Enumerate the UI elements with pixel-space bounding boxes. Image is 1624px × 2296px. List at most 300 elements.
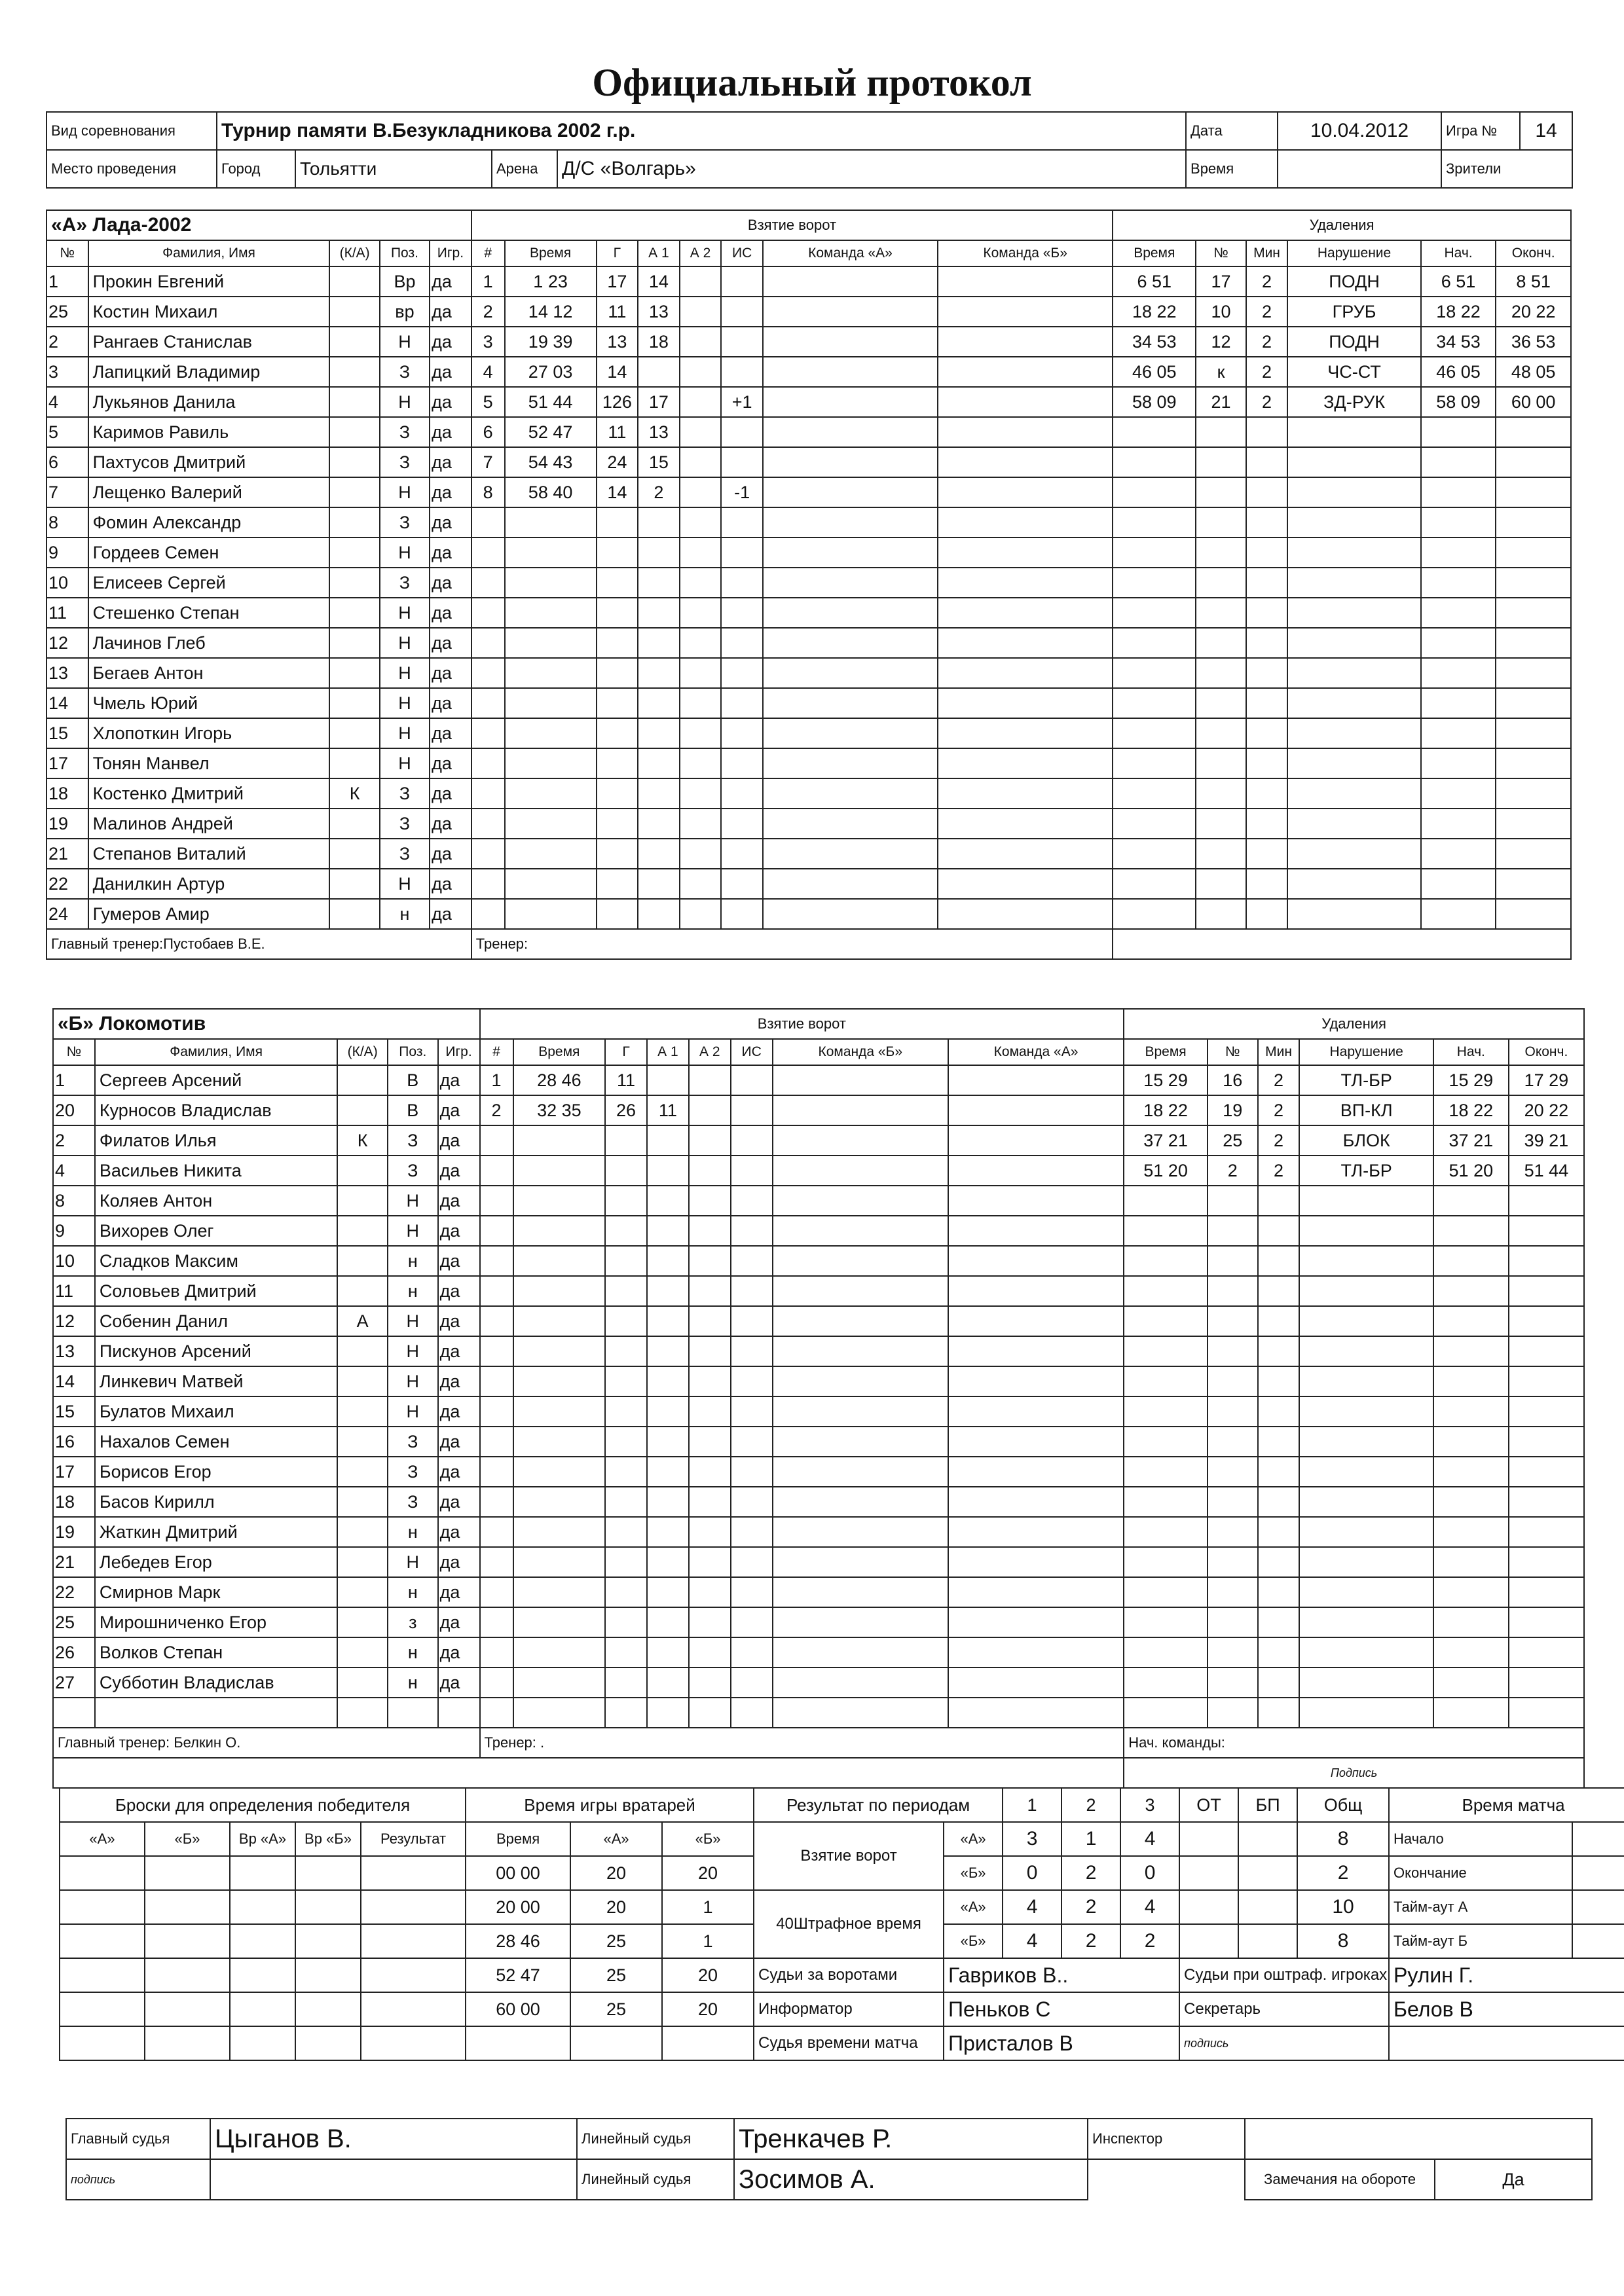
penalty-minutes: 2 bbox=[1258, 1125, 1300, 1156]
match-time-label: Окончание bbox=[1389, 1856, 1572, 1890]
player-ka bbox=[329, 507, 379, 538]
col-pen-end: Оконч. bbox=[1509, 1039, 1584, 1065]
goal-scorer bbox=[605, 1637, 647, 1667]
penalty-start bbox=[1433, 1607, 1509, 1637]
penalty-player: 19 bbox=[1208, 1095, 1258, 1125]
player-name: Мирошниченко Егор bbox=[95, 1607, 337, 1637]
goal-assist-2 bbox=[689, 1457, 731, 1487]
player-ka bbox=[329, 899, 379, 929]
player-row bbox=[53, 1487, 1584, 1517]
goal-assist-2 bbox=[680, 417, 722, 447]
goal-number bbox=[480, 1156, 513, 1186]
player-name: Тонян Манвел bbox=[88, 748, 330, 778]
player-position: З bbox=[388, 1156, 438, 1186]
goal-scorer: 126 bbox=[597, 387, 638, 417]
penalty-infraction bbox=[1287, 778, 1421, 809]
team-second-cell bbox=[938, 507, 1113, 538]
player-position: Вр bbox=[380, 266, 430, 297]
penalty-start: 37 21 bbox=[1433, 1125, 1509, 1156]
player-name: Фомин Александр bbox=[88, 507, 330, 538]
penalty-time bbox=[1124, 1607, 1208, 1637]
goal-time: 52 47 bbox=[505, 417, 597, 447]
goal-number bbox=[471, 628, 505, 658]
goal-assist-2 bbox=[680, 568, 722, 598]
player-name: Курносов Владислав bbox=[95, 1095, 337, 1125]
player-position: Н bbox=[380, 538, 430, 568]
team-first-cell bbox=[763, 718, 938, 748]
player-ka bbox=[337, 1366, 388, 1396]
goal-strength bbox=[731, 1427, 773, 1457]
col-pen-start: Нач. bbox=[1433, 1039, 1509, 1065]
penalty-infraction bbox=[1287, 748, 1421, 778]
penalty-player bbox=[1208, 1276, 1258, 1306]
player-ka bbox=[329, 387, 379, 417]
goal-assist-2 bbox=[689, 1517, 731, 1547]
goal-number bbox=[480, 1216, 513, 1246]
player-name: Стешенко Степан bbox=[88, 598, 330, 628]
goal-time bbox=[513, 1427, 606, 1457]
goal-time: 51 44 bbox=[505, 387, 597, 417]
line-judge-1-value: Тренкачев Р. bbox=[734, 2119, 1088, 2159]
penalty-end bbox=[1509, 1577, 1584, 1607]
goal-assist-2 bbox=[689, 1246, 731, 1276]
goal-scorer bbox=[605, 1156, 647, 1186]
goal-assist-2 bbox=[689, 1547, 731, 1577]
player-ka bbox=[337, 1427, 388, 1457]
col-pen-end: Оконч. bbox=[1496, 240, 1571, 266]
shootout-col-header: «Б» bbox=[145, 1822, 230, 1856]
penalty-minutes bbox=[1258, 1607, 1300, 1637]
goal-assist-1 bbox=[647, 1156, 689, 1186]
player-name: Малинов Андрей bbox=[88, 809, 330, 839]
goal-assist-1 bbox=[638, 568, 680, 598]
goal-assist-2 bbox=[689, 1306, 731, 1336]
goal-number bbox=[480, 1487, 513, 1517]
goal-number: 1 bbox=[480, 1065, 513, 1095]
team-second-cell bbox=[948, 1216, 1124, 1246]
goal-strength bbox=[731, 1306, 773, 1336]
player-position: н bbox=[388, 1667, 438, 1698]
team-first-cell bbox=[763, 447, 938, 477]
penalty-infraction bbox=[1299, 1487, 1433, 1517]
player-name: Бегаев Антон bbox=[88, 658, 330, 688]
penalty-infraction: ВП-КЛ bbox=[1299, 1095, 1433, 1125]
col-assist1: А 1 bbox=[638, 240, 680, 266]
goal-strength bbox=[721, 266, 763, 297]
penalty-player: 17 bbox=[1196, 266, 1246, 297]
goal-assist-1 bbox=[647, 1186, 689, 1216]
team-first-cell bbox=[773, 1487, 948, 1517]
player-played: да bbox=[430, 297, 471, 327]
team-first-cell bbox=[763, 297, 938, 327]
penalty-start: 58 09 bbox=[1421, 387, 1496, 417]
shootout-title: Броски для определения победителя bbox=[60, 1788, 466, 1822]
player-number: 13 bbox=[46, 658, 88, 688]
player-played: да bbox=[438, 1186, 480, 1216]
goal-assist-1 bbox=[638, 538, 680, 568]
goal-assist-2 bbox=[680, 658, 722, 688]
penalty-start: 34 53 bbox=[1421, 327, 1496, 357]
period-value bbox=[1238, 1924, 1297, 1958]
shootout-cell bbox=[60, 1992, 145, 2026]
col-is: ИС bbox=[731, 1039, 773, 1065]
goalie-a: 25 bbox=[570, 1958, 662, 1992]
period-col-header: 1 bbox=[1003, 1788, 1061, 1822]
penalty-time: 15 29 bbox=[1124, 1065, 1208, 1095]
goal-scorer bbox=[597, 507, 638, 538]
goal-number bbox=[471, 748, 505, 778]
player-position: Н bbox=[380, 628, 430, 658]
sign-space bbox=[1389, 2026, 1624, 2060]
penalty-minutes bbox=[1258, 1577, 1300, 1607]
team-first-cell bbox=[773, 1517, 948, 1547]
penalty-player bbox=[1208, 1396, 1258, 1427]
penalty-time bbox=[1113, 809, 1196, 839]
goal-scorer: 11 bbox=[597, 417, 638, 447]
player-name: Линкевич Матвей bbox=[95, 1366, 337, 1396]
player-number: 11 bbox=[46, 598, 88, 628]
goal-scorer bbox=[605, 1396, 647, 1427]
officials-table bbox=[65, 2118, 1593, 2200]
penalty-infraction: ЧС-СТ bbox=[1287, 357, 1421, 387]
player-played: да bbox=[430, 628, 471, 658]
penalty-end: 36 53 bbox=[1496, 327, 1571, 357]
goal-time bbox=[505, 899, 597, 929]
player-number: 4 bbox=[46, 387, 88, 417]
team-first-cell bbox=[763, 357, 938, 387]
player-position: В bbox=[388, 1065, 438, 1095]
goal-assist-2 bbox=[680, 598, 722, 628]
player-number: 25 bbox=[53, 1607, 95, 1637]
penalty-start bbox=[1433, 1396, 1509, 1427]
team-chief: Нач. команды: bbox=[1124, 1728, 1584, 1758]
player-ka bbox=[337, 1637, 388, 1667]
penalty-infraction bbox=[1287, 899, 1421, 929]
penalty-start bbox=[1421, 568, 1496, 598]
penalty-time bbox=[1124, 1637, 1208, 1667]
player-row bbox=[46, 327, 1571, 357]
penalty-end: 51 44 bbox=[1509, 1156, 1584, 1186]
player-number: 14 bbox=[46, 688, 88, 718]
goal-time bbox=[513, 1517, 606, 1547]
goal-scorer bbox=[605, 1276, 647, 1306]
penalty-time bbox=[1124, 1246, 1208, 1276]
penalty-start bbox=[1433, 1487, 1509, 1517]
penalty-player: 10 bbox=[1196, 297, 1246, 327]
player-row bbox=[46, 538, 1571, 568]
col-pen-min: Мин bbox=[1258, 1039, 1300, 1065]
goal-scorer bbox=[605, 1547, 647, 1577]
player-name: Костенко Дмитрий bbox=[88, 778, 330, 809]
penalty-end: 60 00 bbox=[1496, 387, 1571, 417]
informer-label: Информатор bbox=[754, 1992, 944, 2026]
team-second-cell bbox=[948, 1698, 1124, 1728]
goal-scorer bbox=[605, 1306, 647, 1336]
player-name: Филатов Илья bbox=[95, 1125, 337, 1156]
shootout-cell bbox=[361, 2026, 466, 2060]
goal-number: 8 bbox=[471, 477, 505, 507]
team-first-cell bbox=[773, 1667, 948, 1698]
periods-title: Результат по периодам bbox=[754, 1788, 1003, 1822]
penalty-time bbox=[1113, 748, 1196, 778]
player-played: да bbox=[430, 688, 471, 718]
goal-assist-1 bbox=[638, 899, 680, 929]
penalty-player bbox=[1208, 1457, 1258, 1487]
goal-assist-2 bbox=[689, 1698, 731, 1728]
team-second-cell bbox=[938, 718, 1113, 748]
penalty-infraction: ГРУБ bbox=[1287, 297, 1421, 327]
penalty-player bbox=[1196, 809, 1246, 839]
arena-value: Д/С «Волгарь» bbox=[557, 150, 1186, 188]
goal-scorer bbox=[605, 1125, 647, 1156]
penalty-time: 6 51 bbox=[1113, 266, 1196, 297]
player-row bbox=[53, 1216, 1584, 1246]
goal-number bbox=[480, 1306, 513, 1336]
goal-time bbox=[513, 1306, 606, 1336]
player-number: 18 bbox=[46, 778, 88, 809]
penalty-time bbox=[1124, 1457, 1208, 1487]
period-value: 2 bbox=[1061, 1856, 1120, 1890]
penalty-player bbox=[1208, 1306, 1258, 1336]
player-row bbox=[53, 1427, 1584, 1457]
player-position: З bbox=[380, 809, 430, 839]
penalty-time bbox=[1124, 1366, 1208, 1396]
goal-strength bbox=[731, 1517, 773, 1547]
player-position: Н bbox=[388, 1336, 438, 1366]
goals-title: Взятие ворот bbox=[471, 210, 1113, 240]
penalty-end bbox=[1509, 1216, 1584, 1246]
sign-space bbox=[53, 1758, 1124, 1788]
player-number: 20 bbox=[53, 1095, 95, 1125]
player-name: Пискунов Арсений bbox=[95, 1336, 337, 1366]
player-row bbox=[46, 809, 1571, 839]
penalty-end bbox=[1496, 778, 1571, 809]
player-played: да bbox=[438, 1065, 480, 1095]
player-position: Н bbox=[388, 1216, 438, 1246]
penalty-start: 46 05 bbox=[1421, 357, 1496, 387]
team-second-cell bbox=[948, 1276, 1124, 1306]
penalty-infraction bbox=[1287, 809, 1421, 839]
col-assist2: А 2 bbox=[689, 1039, 731, 1065]
player-row bbox=[53, 1698, 1584, 1728]
team-second-cell bbox=[938, 568, 1113, 598]
period-value bbox=[1238, 1822, 1297, 1856]
goal-strength bbox=[731, 1156, 773, 1186]
goal-time bbox=[505, 568, 597, 598]
player-name: Лачинов Глеб bbox=[88, 628, 330, 658]
goal-assist-2 bbox=[689, 1065, 731, 1095]
penalty-infraction: ПОДН bbox=[1287, 266, 1421, 297]
goal-time: 54 43 bbox=[505, 447, 597, 477]
goal-time bbox=[513, 1125, 606, 1156]
player-position: Н bbox=[388, 1186, 438, 1216]
player-played: да bbox=[438, 1547, 480, 1577]
team-first-cell bbox=[773, 1698, 948, 1728]
col-goal-time: Время bbox=[513, 1039, 606, 1065]
player-played: да bbox=[438, 1276, 480, 1306]
team-first-cell bbox=[773, 1216, 948, 1246]
goal-time bbox=[505, 839, 597, 869]
player-ka: К bbox=[329, 778, 379, 809]
summary-block bbox=[59, 1787, 1578, 2061]
penalty-minutes: 2 bbox=[1246, 297, 1288, 327]
penalty-player bbox=[1196, 748, 1246, 778]
player-played: да bbox=[438, 1246, 480, 1276]
team-second-cell bbox=[938, 538, 1113, 568]
col-pen-infraction: Нарушение bbox=[1287, 240, 1421, 266]
goal-number: 2 bbox=[480, 1095, 513, 1125]
goal-number bbox=[480, 1667, 513, 1698]
period-col-header: ОТ bbox=[1179, 1788, 1238, 1822]
player-number: 13 bbox=[53, 1336, 95, 1366]
penalty-player bbox=[1196, 869, 1246, 899]
penalty-infraction bbox=[1287, 417, 1421, 447]
goal-assist-1 bbox=[647, 1246, 689, 1276]
goal-scorer bbox=[597, 538, 638, 568]
team-second-cell bbox=[948, 1366, 1124, 1396]
penalty-time bbox=[1124, 1336, 1208, 1366]
goal-assist-1 bbox=[647, 1216, 689, 1246]
player-ka bbox=[329, 538, 379, 568]
penalty-player bbox=[1208, 1186, 1258, 1216]
player-name: Борисов Егор bbox=[95, 1457, 337, 1487]
team-first-cell bbox=[773, 1336, 948, 1366]
player-number: 9 bbox=[46, 538, 88, 568]
penalty-player bbox=[1196, 688, 1246, 718]
shootout-cell bbox=[145, 1890, 230, 1924]
goal-number: 6 bbox=[471, 417, 505, 447]
goal-scorer bbox=[605, 1457, 647, 1487]
goalie-b: 20 bbox=[662, 1992, 754, 2026]
penalty-end bbox=[1509, 1547, 1584, 1577]
goal-scorer bbox=[605, 1216, 647, 1246]
player-row bbox=[46, 477, 1571, 507]
goal-time bbox=[505, 507, 597, 538]
penalty-end: 8 51 bbox=[1496, 266, 1571, 297]
player-played: да bbox=[438, 1607, 480, 1637]
period-value: 2 bbox=[1297, 1856, 1389, 1890]
goalie-cell bbox=[466, 2026, 570, 2060]
player-position: н bbox=[388, 1517, 438, 1547]
goal-assist-2 bbox=[680, 357, 722, 387]
period-value: 0 bbox=[1003, 1856, 1061, 1890]
penalty-time bbox=[1113, 598, 1196, 628]
period-value bbox=[1179, 1856, 1238, 1890]
penalty-start bbox=[1433, 1547, 1509, 1577]
penalty-player bbox=[1208, 1577, 1258, 1607]
penalty-player bbox=[1208, 1336, 1258, 1366]
penalty-start bbox=[1421, 658, 1496, 688]
player-position: З bbox=[380, 357, 430, 387]
goal-assist-1 bbox=[647, 1517, 689, 1547]
goal-scorer bbox=[605, 1607, 647, 1637]
col-num: № bbox=[53, 1039, 95, 1065]
player-row bbox=[53, 1667, 1584, 1698]
penalty-start bbox=[1433, 1246, 1509, 1276]
penalty-end bbox=[1509, 1306, 1584, 1336]
team-second-cell bbox=[948, 1186, 1124, 1216]
period-row-label: Взятие ворот bbox=[754, 1822, 944, 1890]
penalty-infraction bbox=[1299, 1427, 1433, 1457]
period-team-tag: «А» bbox=[944, 1822, 1003, 1856]
goal-scorer bbox=[605, 1517, 647, 1547]
team-first-cell bbox=[763, 387, 938, 417]
goalie-a: 25 bbox=[570, 1924, 662, 1958]
penalty-time: 37 21 bbox=[1124, 1125, 1208, 1156]
player-number: 25 bbox=[46, 297, 88, 327]
penalty-minutes bbox=[1246, 628, 1288, 658]
shootout-cell bbox=[295, 1992, 361, 2026]
player-ka bbox=[329, 266, 379, 297]
team-second-cell bbox=[938, 748, 1113, 778]
player-name: Рангаев Станислав bbox=[88, 327, 330, 357]
penalty-time bbox=[1113, 628, 1196, 658]
penalty-time bbox=[1113, 417, 1196, 447]
player-position: н bbox=[380, 899, 430, 929]
penalty-start: 15 29 bbox=[1433, 1065, 1509, 1095]
goal-strength bbox=[721, 417, 763, 447]
goal-time: 32 35 bbox=[513, 1095, 606, 1125]
match-time-label: Тайм-аут А bbox=[1389, 1890, 1572, 1924]
goal-scorer: 17 bbox=[597, 266, 638, 297]
player-row bbox=[53, 1306, 1584, 1336]
penalty-minutes bbox=[1258, 1487, 1300, 1517]
period-value: 0 bbox=[1120, 1856, 1179, 1890]
team-first-cell bbox=[763, 839, 938, 869]
team-name: «Б» Локомотив bbox=[53, 1009, 480, 1039]
shootout-cell bbox=[295, 2026, 361, 2060]
goal-assist-2 bbox=[689, 1667, 731, 1698]
player-name: Каримов Равиль bbox=[88, 417, 330, 447]
time-label: Время bbox=[1186, 150, 1278, 188]
penalty-time bbox=[1113, 477, 1196, 507]
goal-assist-1: 11 bbox=[647, 1095, 689, 1125]
penalty-minutes bbox=[1246, 899, 1288, 929]
player-ka bbox=[329, 327, 379, 357]
player-number: 19 bbox=[53, 1517, 95, 1547]
player-number: 11 bbox=[53, 1276, 95, 1306]
player-ka bbox=[329, 718, 379, 748]
col-assist1: А 1 bbox=[647, 1039, 689, 1065]
penalty-end bbox=[1509, 1186, 1584, 1216]
player-row bbox=[46, 839, 1571, 869]
player-row bbox=[46, 266, 1571, 297]
player-name: Басов Кирилл bbox=[95, 1487, 337, 1517]
penalty-player bbox=[1196, 839, 1246, 869]
team-first-cell bbox=[763, 628, 938, 658]
shootout-cell bbox=[230, 1856, 295, 1890]
goal-strength bbox=[731, 1186, 773, 1216]
penalty-player bbox=[1196, 899, 1246, 929]
player-row bbox=[53, 1125, 1584, 1156]
goal-assist-1: 13 bbox=[638, 297, 680, 327]
team-second-cell bbox=[948, 1517, 1124, 1547]
goal-number bbox=[471, 538, 505, 568]
team-second-cell bbox=[938, 266, 1113, 297]
goal-scorer: 13 bbox=[597, 327, 638, 357]
penalty-player bbox=[1208, 1517, 1258, 1547]
penalty-infraction bbox=[1299, 1517, 1433, 1547]
goal-time bbox=[513, 1547, 606, 1577]
goal-assist-1 bbox=[647, 1637, 689, 1667]
penalties-title: Удаления bbox=[1113, 210, 1571, 240]
goal-scorer bbox=[597, 809, 638, 839]
penalty-start bbox=[1433, 1366, 1509, 1396]
line-judge-2-value: Зосимов А. bbox=[734, 2159, 1088, 2200]
goal-strength bbox=[731, 1607, 773, 1637]
goal-time: 58 40 bbox=[505, 477, 597, 507]
col-team-second: Команда «Б» bbox=[938, 240, 1113, 266]
